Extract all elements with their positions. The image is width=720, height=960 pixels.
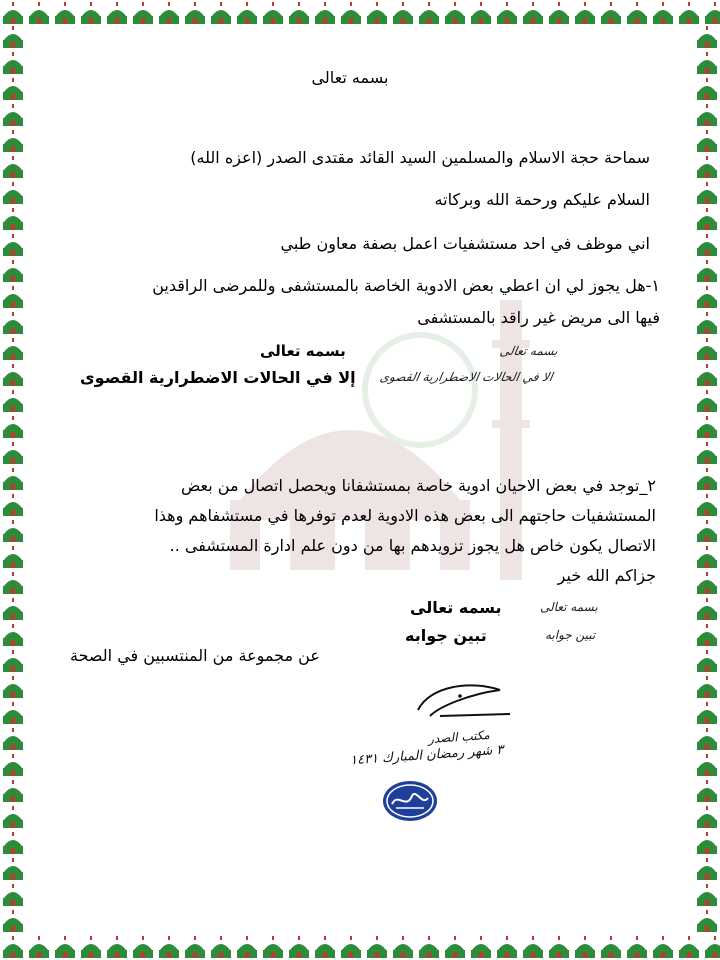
border-tile — [3, 364, 23, 386]
border-tile — [289, 936, 309, 958]
letter-greeting: السلام عليكم ورحمة الله وبركاته — [434, 190, 650, 209]
border-tile — [3, 520, 23, 542]
border-tile — [697, 676, 717, 698]
answer-2-heading: بسمه تعالى — [410, 598, 502, 617]
border-tile — [237, 936, 257, 958]
border-tile — [211, 2, 231, 24]
letter-closing: جزاكم الله خير — [557, 566, 656, 585]
border-tile — [697, 520, 717, 542]
border-tile — [697, 728, 717, 750]
answer-2-handwritten-heading: بسمه تعالى — [540, 600, 598, 614]
border-tile — [3, 624, 23, 646]
border-tile — [3, 572, 23, 594]
border-tile — [697, 598, 717, 620]
border-tile — [3, 130, 23, 152]
border-tile — [159, 2, 179, 24]
border-tile — [3, 494, 23, 516]
question-2-line-1: ٢_توجد في بعض الاحيان ادوية خاصة بمستشفانا ويحصل اتصال من بعض — [180, 476, 656, 495]
border-tile — [523, 936, 543, 958]
border-tile — [697, 910, 717, 932]
border-tile — [697, 494, 717, 516]
border-tile — [55, 936, 75, 958]
border-tile — [445, 936, 465, 958]
answer-1-text: إلا في الحالات الاضطرارية القصوى — [80, 368, 356, 387]
border-tile — [601, 936, 621, 958]
border-tile — [697, 754, 717, 776]
border-tile — [575, 2, 595, 24]
border-tile — [263, 2, 283, 24]
border-tile — [107, 2, 127, 24]
border-tile — [627, 2, 647, 24]
border-tile — [697, 572, 717, 594]
border-tile — [697, 780, 717, 802]
border-tile — [697, 78, 717, 100]
border-tile — [697, 884, 717, 906]
border-tile — [697, 416, 717, 438]
border-tile — [697, 208, 717, 230]
border-tile — [697, 312, 717, 334]
border-tile — [315, 2, 335, 24]
border-tile — [263, 936, 283, 958]
answer-1-handwritten-heading: بسمه تعالى — [498, 344, 559, 358]
border-tile — [3, 442, 23, 464]
border-tile — [549, 936, 569, 958]
answer-2-handwritten-text: تبين جوابه — [545, 628, 596, 642]
letter-addressee: سماحة حجة الاسلام والمسلمين السيد القائد مقتدى الصدر (اعزه الله) — [190, 148, 650, 167]
border-tile — [497, 2, 517, 24]
border-tile — [3, 78, 23, 100]
border-tile — [697, 260, 717, 282]
border-tile — [3, 208, 23, 230]
border-tile — [697, 52, 717, 74]
border-tile — [697, 338, 717, 360]
answer-1-heading: بسمه تعالى — [260, 342, 346, 360]
border-tile — [289, 2, 309, 24]
border-tile — [697, 234, 717, 256]
border-tile — [627, 936, 647, 958]
border-tile — [3, 832, 23, 854]
border-tile — [445, 2, 465, 24]
border-tile — [471, 2, 491, 24]
border-tile — [497, 936, 517, 958]
border-tile — [237, 2, 257, 24]
border-tile — [133, 2, 153, 24]
border-tile — [3, 754, 23, 776]
border-tile — [3, 702, 23, 724]
border-tile — [341, 936, 361, 958]
border-tile — [419, 2, 439, 24]
border-tile — [697, 390, 717, 412]
border-tile — [341, 2, 361, 24]
border-tile — [697, 182, 717, 204]
border-tile — [697, 624, 717, 646]
decorative-border-left — [0, 0, 26, 960]
question-1-line-1: ١-هل يجوز لي ان اعطي بعض الادوية الخاصة بالمستشفى وللمرضى الراقدين — [152, 276, 660, 295]
question-2-line-3: الاتصال يكون خاص هل يجوز تزويدهم بها من دون علم ادارة المستشفى .. — [169, 536, 656, 555]
border-tile — [3, 52, 23, 74]
handwritten-date: ٣ شهر رمضان المبارك ١٤٣١ — [349, 742, 504, 769]
letter-header: بسمه تعالى — [311, 68, 389, 87]
border-tile — [3, 390, 23, 412]
border-tile — [697, 364, 717, 386]
border-tile — [3, 312, 23, 334]
border-tile — [697, 104, 717, 126]
handwritten-office: مكتب الصدر — [427, 727, 491, 747]
border-tile — [3, 858, 23, 880]
border-tile — [393, 2, 413, 24]
border-tile — [393, 936, 413, 958]
border-tile — [133, 936, 153, 958]
answer-2-text: تبين جوابه — [405, 626, 487, 645]
border-tile — [601, 2, 621, 24]
border-tile — [697, 130, 717, 152]
border-tile — [81, 2, 101, 24]
border-tile — [575, 936, 595, 958]
border-tile — [3, 468, 23, 490]
border-tile — [367, 936, 387, 958]
border-tile — [653, 936, 673, 958]
answer-1-handwritten-text: الا في الحالات الاضطرارية القصوى — [378, 370, 554, 384]
border-tile — [3, 728, 23, 750]
question-1-line-2: فيها الى مريض غير راقد بالمستشفى — [417, 308, 660, 327]
border-tile — [55, 2, 75, 24]
border-tile — [3, 884, 23, 906]
border-tile — [367, 2, 387, 24]
handwritten-signature — [410, 676, 520, 726]
decorative-border-top — [0, 0, 720, 26]
border-tile — [3, 780, 23, 802]
border-tile — [697, 468, 717, 490]
border-tile — [29, 936, 49, 958]
border-tile — [3, 260, 23, 282]
border-tile — [3, 598, 23, 620]
border-tile — [29, 2, 49, 24]
letter-signature: عن مجموعة من المنتسبين في الصحة — [70, 646, 320, 665]
border-tile — [315, 936, 335, 958]
letter-intro: اني موظف في احد مستشفيات اعمل بصفة معاون طبي — [280, 234, 650, 253]
border-tile — [81, 936, 101, 958]
border-tile — [3, 416, 23, 438]
border-tile — [107, 936, 127, 958]
border-tile — [697, 26, 717, 48]
border-tile — [3, 650, 23, 672]
border-tile — [3, 338, 23, 360]
decorative-border-bottom — [0, 934, 720, 960]
border-tile — [185, 936, 205, 958]
border-tile — [697, 702, 717, 724]
official-seal — [382, 780, 438, 822]
border-tile — [697, 650, 717, 672]
border-tile — [3, 286, 23, 308]
border-tile — [549, 2, 569, 24]
border-tile — [185, 2, 205, 24]
border-tile — [697, 156, 717, 178]
border-tile — [419, 936, 439, 958]
border-tile — [697, 286, 717, 308]
border-tile — [697, 858, 717, 880]
border-tile — [697, 442, 717, 464]
border-tile — [3, 26, 23, 48]
border-tile — [697, 806, 717, 828]
border-tile — [3, 104, 23, 126]
border-tile — [697, 832, 717, 854]
border-tile — [471, 936, 491, 958]
question-2-line-2: المستشفيات حاجتهم الى بعض هذه الادوية لعدم توفرها في مستشفاهم وهذا — [154, 506, 656, 525]
border-tile — [3, 546, 23, 568]
border-tile — [3, 806, 23, 828]
decorative-border-right — [694, 0, 720, 960]
border-tile — [3, 234, 23, 256]
border-tile — [3, 910, 23, 932]
border-tile — [3, 156, 23, 178]
border-tile — [697, 546, 717, 568]
border-tile — [211, 936, 231, 958]
border-tile — [523, 2, 543, 24]
border-tile — [3, 182, 23, 204]
border-tile — [3, 676, 23, 698]
border-tile — [159, 936, 179, 958]
border-tile — [653, 2, 673, 24]
